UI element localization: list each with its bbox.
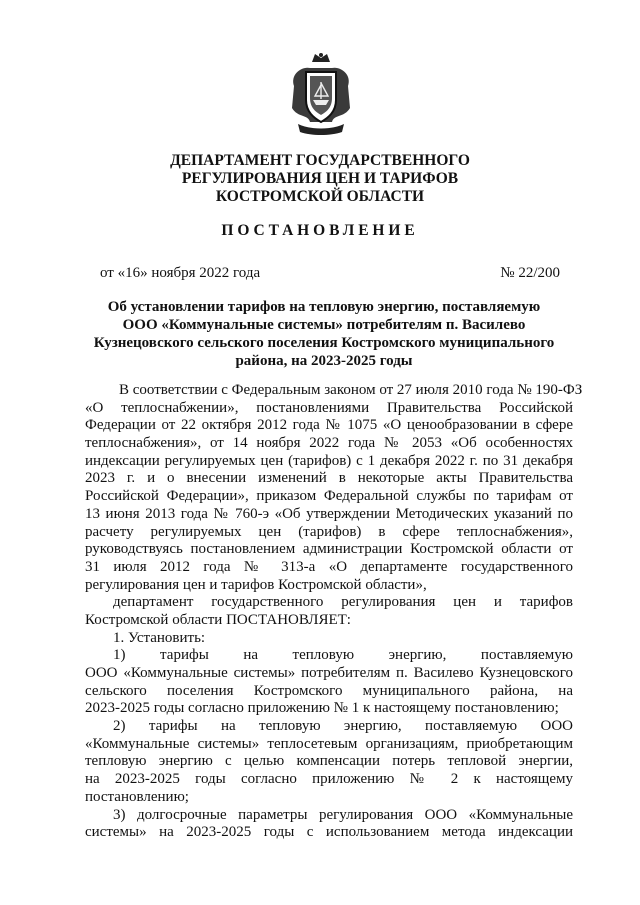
- body-line: департамент государственного регулирования цен и тарифов: [113, 594, 573, 611]
- body-line: на 2023-2025 годы согласно приложению № 2 к настоящему: [85, 771, 573, 788]
- body-line: расчету регулируемых цен (тарифов) в сфере теплоснабжения»,: [85, 523, 573, 540]
- subject-line: района, на 2023-2025 годы: [235, 353, 413, 369]
- body-line: ООО «Коммунальные системы» потребителям п. Василево Кузнецовского: [85, 665, 573, 681]
- body-line: 1. Установить:: [113, 629, 206, 646]
- body-line: руководствуясь постановлением администрации Костромской области от: [85, 541, 573, 558]
- department-line-1: ДЕПАРТАМЕНТ ГОСУДАРСТВЕННОГО: [170, 152, 470, 169]
- body-line: тепловую энергию с целью компенсации потерь тепловой энергии,: [85, 753, 573, 770]
- body-line: 31 июля 2012 года № 313-а «О департаменте государственного: [85, 558, 573, 575]
- subject-line: Об установлении тарифов на тепловую энергию, поставляемую: [107, 299, 541, 315]
- document-body: [85, 382, 583, 842]
- body-line: индексации регулируемых цен (тарифов) с 1 декабря 2022 г. по 31 декабря: [85, 452, 573, 469]
- subject-line: ООО «Коммунальные системы» потребителям п. Василево: [122, 317, 526, 333]
- department-line-2: РЕГУЛИРОВАНИЯ ЦЕН И ТАРИФОВ: [181, 170, 459, 187]
- document-date: от «16» ноября 2022 года: [100, 265, 261, 281]
- body-line: 3) долгосрочные параметры регулирования ООО «Коммунальные: [113, 806, 573, 823]
- body-line: 2) тарифы на тепловую энергию, поставляемую ООО: [113, 718, 573, 735]
- body-line: Российской Федерации», приказом Федеральной службы по тарифам от: [85, 488, 573, 505]
- body-line: «О теплоснабжении», постановлениями Правительства Российской: [85, 399, 573, 416]
- body-line: 13 июня 2013 года № 760-э «Об утверждении Методических указаний по: [85, 505, 573, 522]
- body-line: теплоснабжения», от 14 ноября 2022 года № 2053 «Об особенностях: [85, 435, 573, 452]
- body-line: 1) тарифы на тепловую энергию, поставляемую: [113, 647, 573, 664]
- body-line: регулирования цен и тарифов Костромской области»,: [85, 576, 427, 593]
- body-line: системы» на 2023-2025 годы с использованием метода индексации: [85, 824, 573, 841]
- body-line: постановлению;: [85, 788, 189, 805]
- body-line: В соответствии с Федеральным законом от 27 июля 2010 года № 190-ФЗ: [119, 382, 583, 398]
- coat-of-arms-emblem: [288, 52, 354, 136]
- document-type-title: ПОСТАНОВЛЕНИЕ: [221, 222, 419, 239]
- document-subject: [85, 298, 563, 370]
- subject-line: Кузнецовского сельского поселения Костромского муниципального: [93, 335, 555, 351]
- body-line: 2023-2025 годы согласно приложению № 1 к настоящему постановлению;: [85, 700, 559, 717]
- body-line: Федерации от 22 октября 2012 года № 1075 «О ценообразовании в сфере: [85, 417, 573, 434]
- department-line-3: КОСТРОМСКОЙ ОБЛАСТИ: [215, 188, 425, 205]
- department-name: [0, 152, 640, 206]
- document-number: № 22/200: [500, 265, 560, 281]
- body-line: «Коммунальные системы» теплосетевым организациям, приобретающим: [85, 735, 573, 752]
- body-line: сельского поселения Костромского муниципального района, на: [85, 682, 573, 699]
- body-line: 2023 г. и о внесении изменений в некоторые акты Правительства: [85, 470, 573, 487]
- body-line: Костромской области ПОСТАНОВЛЯЕТ:: [85, 611, 351, 628]
